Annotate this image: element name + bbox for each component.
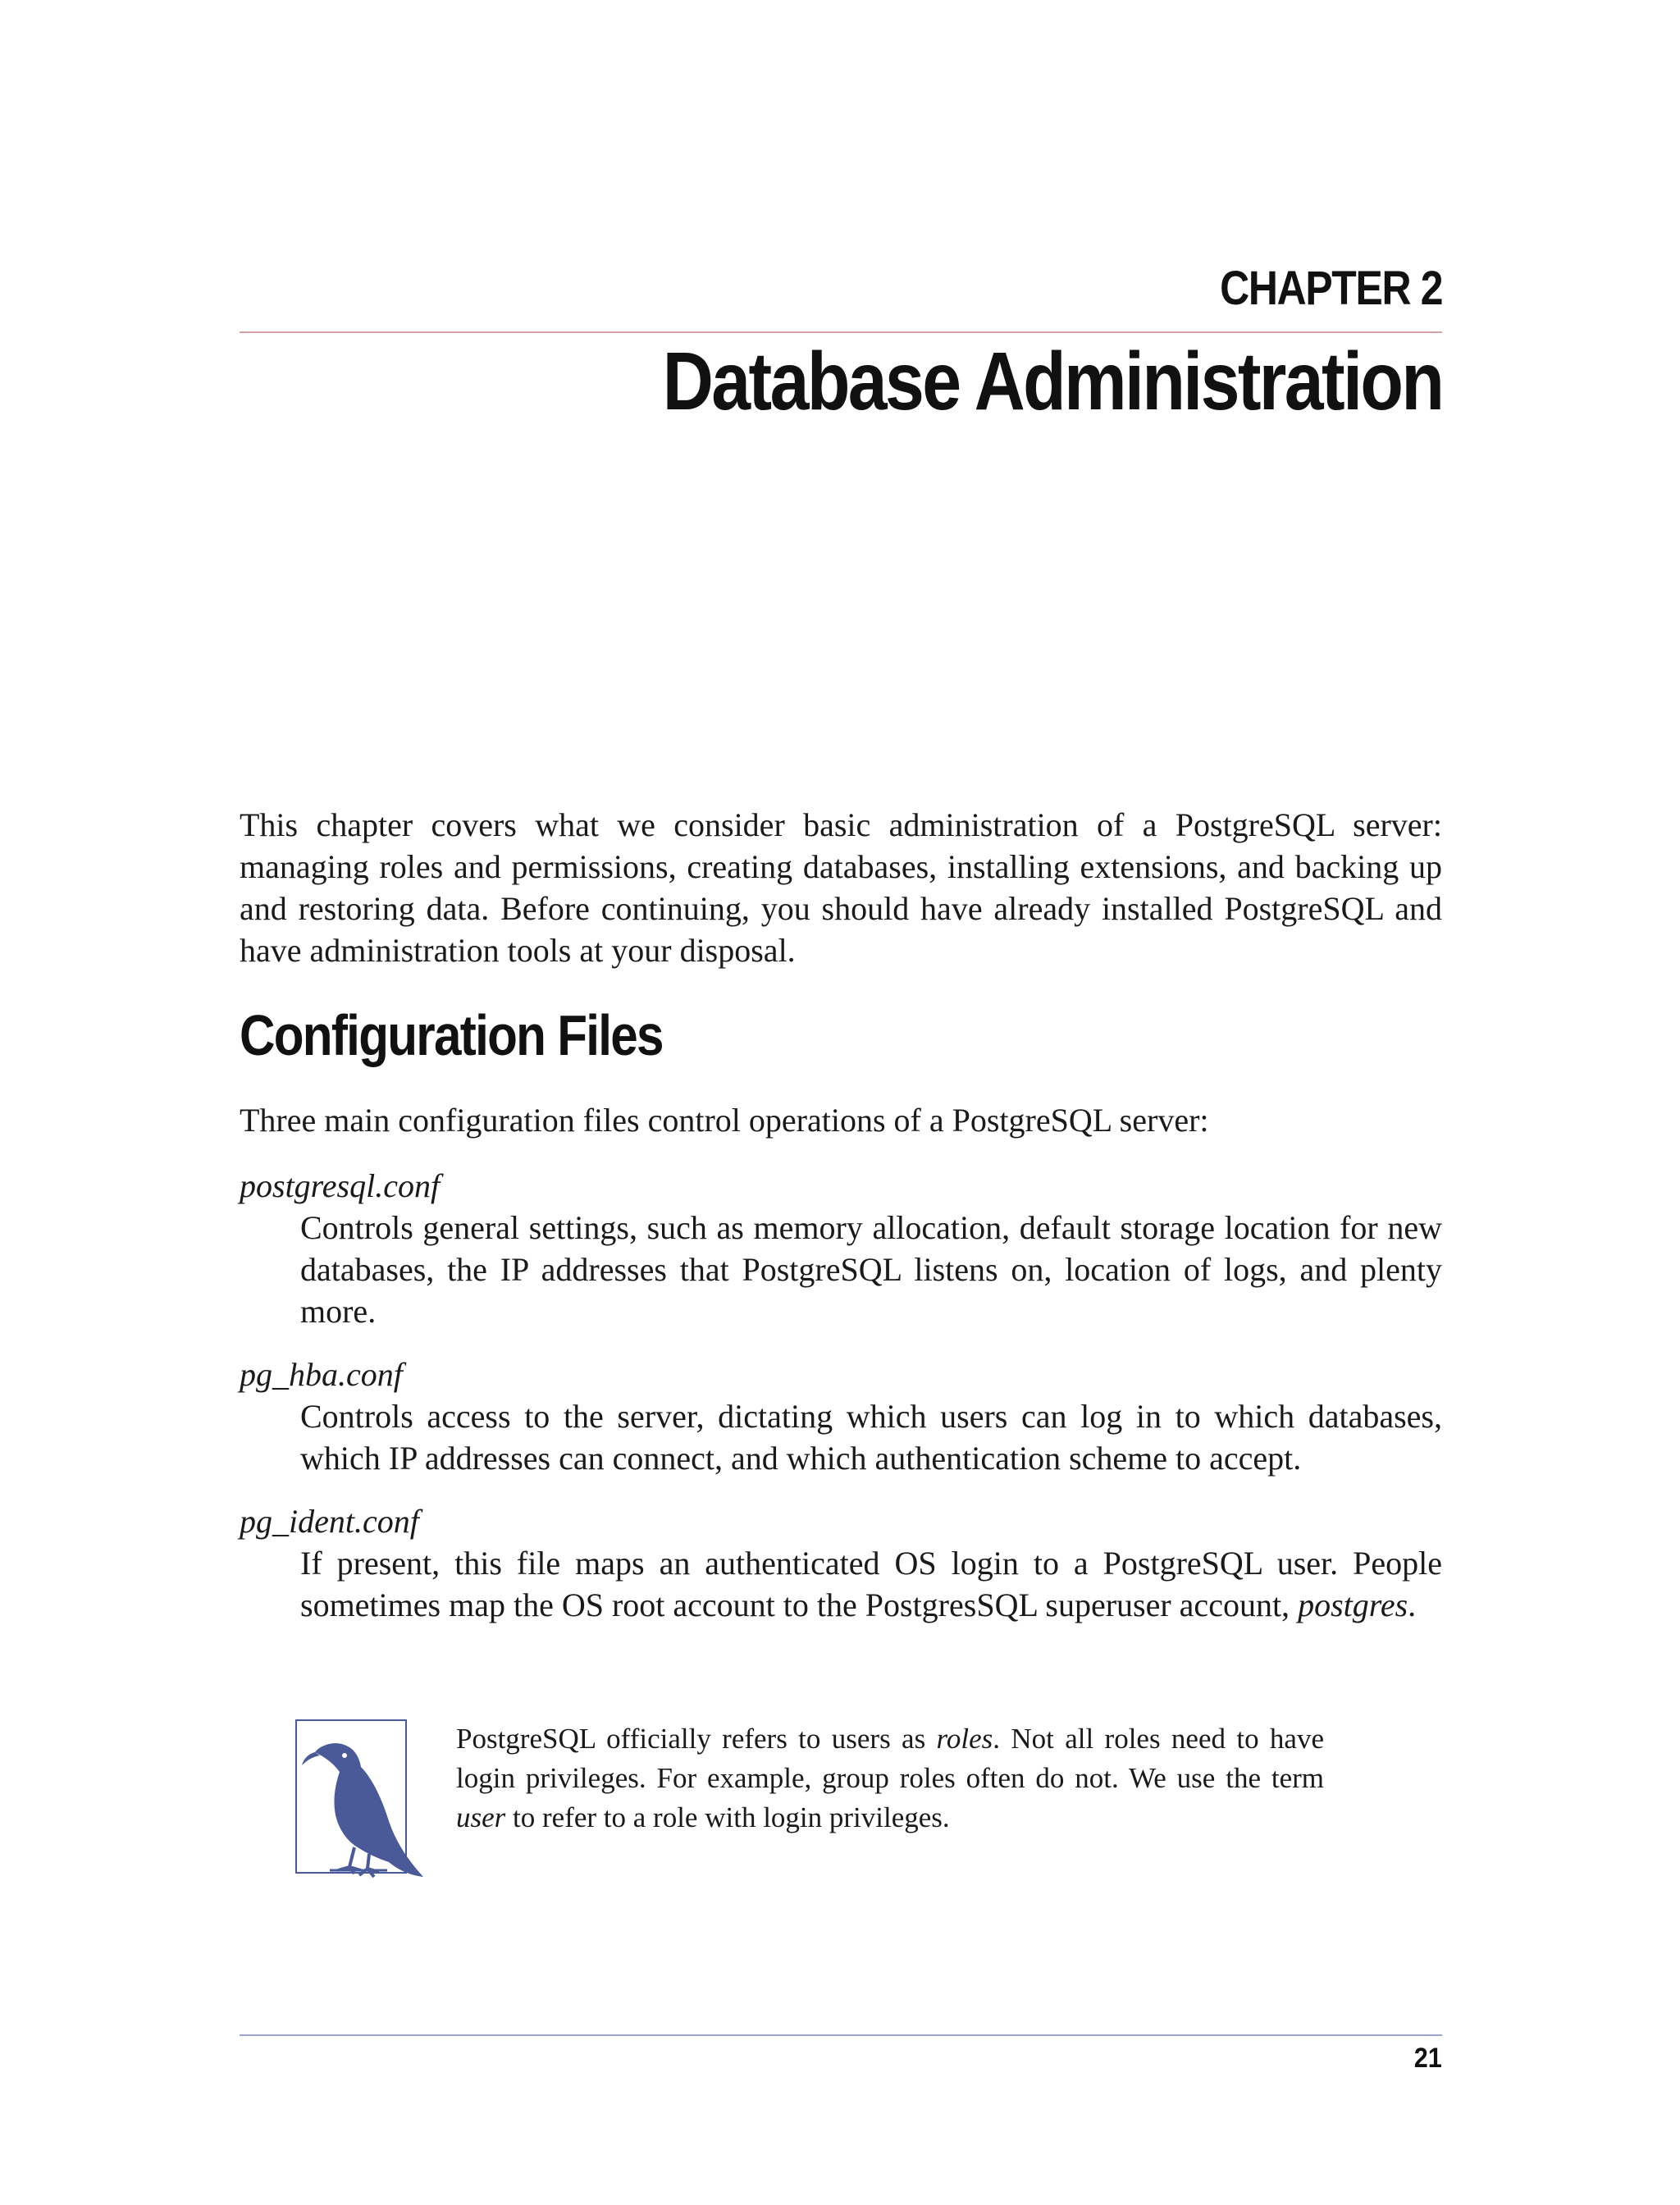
bird-tip-icon [295, 1719, 407, 1874]
footer-divider [240, 2034, 1442, 2036]
header-divider [240, 331, 1442, 333]
definition-pg-ident-main: If present, this file maps an authenticated OS login to a PostgreSQL user. People sometimes map the OS root account to the PostgresSQL superuser account, [300, 1545, 1442, 1623]
definition-pg-ident-italic: postgres [1298, 1586, 1408, 1623]
intro-paragraph: This chapter covers what we consider basic administration of a PostgreSQL server: managing roles and permissions, creating databases, installing extensions, and backing up and restoring data. Before continuing, you should have already installed PostgreSQL and have administration tools at your disposal. [240, 806, 1442, 969]
term-pg-hba-conf: pg_hba.conf [240, 1356, 403, 1393]
term-pg-ident-conf: pg_ident.conf [240, 1503, 419, 1540]
section-heading: Configuration Files [240, 1003, 663, 1067]
definition-postgresql-conf: Controls general settings, such as memory allocation, default storage location for new databases, the IP addresses that PostgreSQL listens on, location of logs, and plenty more. [300, 1209, 1442, 1330]
section-lead-in: Three main configuration files control operations of a PostgreSQL server: [240, 1102, 1209, 1139]
chapter-label: CHAPTER 2 [1219, 262, 1442, 315]
chapter-title: Database Administration [662, 336, 1442, 427]
note-term-roles: roles [936, 1723, 993, 1755]
tip-note-text [456, 1719, 1324, 1838]
term-postgresql-conf: postgresql.conf [240, 1167, 441, 1204]
note-text-part1: PostgreSQL officially refers to users as [456, 1723, 937, 1755]
note-text-part2: . Not all roles need to have login privileges. For example, group roles often do not. We use the term [456, 1723, 1324, 1794]
definition-pg-ident-conf [300, 1542, 1442, 1626]
note-term-user: user [456, 1801, 506, 1833]
config-file-list [240, 1165, 1442, 1647]
page-number: 21 [1413, 2043, 1442, 2074]
definition-pg-hba-conf: Controls access to the server, dictating which users can log in to which databases, which IP addresses can connect, and which authentication scheme to accept. [300, 1398, 1442, 1477]
note-text-part3: to refer to a role with login privileges. [505, 1801, 950, 1833]
tip-note [295, 1719, 1329, 1892]
definition-pg-ident-end: . [1408, 1586, 1417, 1623]
